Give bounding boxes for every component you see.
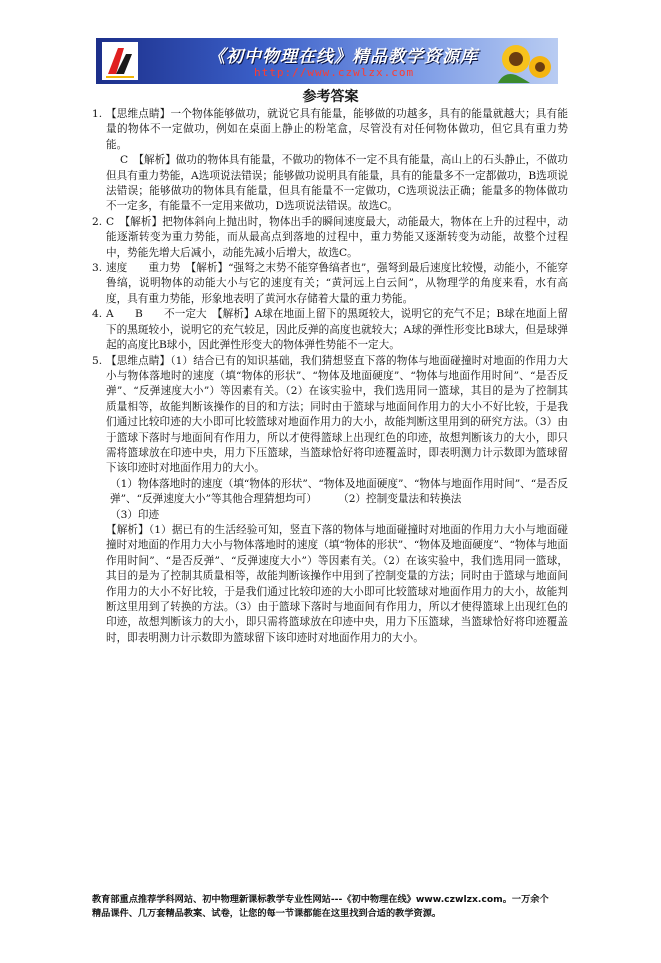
answer-line: （1）物体落地时的速度（填“物体的形状”、“物体及地面硬度”、“物体与地面作用时间”、“是否反弹”、“反弹速度大小”等其他合理猜想均可） （2）控制变量法和转换法 [110, 477, 568, 506]
answer-item-4 [92, 307, 568, 353]
footer-line: 教育部重点推荐学科网站、初中物理新课标教学专业性网站---《初中物理在线》www.czwlzx.com。一万余个 [92, 894, 549, 905]
page-footer [92, 893, 572, 921]
sunflower-icon [494, 39, 554, 83]
item-number: 3. [92, 262, 103, 275]
analysis-paragraph: 【解析】（1）据已有的生活经验可知，竖直下落的物体与地面碰撞时对地面的作用力大小与地面碰撞时对地面的作用力大小与物体落地时的速度（填“物体的形状”、“物体及地面硬度”、“物体与地面作用时间”、“是否反弹”、“反弹速度大小”）等因素有关。（2）在该实验中，我们选用同一篮球，其目的是为了控制其质量相等，故能判断该操作中用到了控制变量的方法；同时由于篮球与地面间作用力的大小不好比较，于是我们通过比较印迹的大小即可比较篮球对地面作用力的大小，故能判断这里用到了转换的方法。（3）由于篮球下落时与地面间有作用力，所以才使得篮球上出现红色的印迹，故想判断该力的大小，即只需将篮球放在印迹中央，用力下压篮球，当篮球恰好将印迹覆盖时，即表明测力计示数即为篮球留下该印迹时对地面作用力的大小。 [106, 523, 568, 644]
answer-paragraph: C 【解析】做功的物体具有能量，不做功的物体不一定不具有能量，高山上的石头静止，不做功但具有重力势能，A选项说法错误；能够做功说明具有能量，具有的能量多不一定都做功，B选项说法错误；能够做功的物体具有能量，但具有能量不一定做功，C选项说法正确；能量多的物体做功不一定多，有能量不一定用来做功，D选项说法错误。故选C。 [106, 154, 568, 213]
answer-line: （3）印迹 [110, 508, 160, 521]
answer-item-3 [92, 261, 568, 307]
footer-line: 精品课件、几万套精品教案、试卷，让您的每一节课都能在这里找到合适的教学资源。 [92, 908, 442, 919]
answer-paragraph: 【思维点睛】一个物体能够做功，就说它具有能量，能够做的功越多，具有的能量就越大；具有能量的物体不一定做功，例如在桌面上静止的粉笔盒，尽管没有对任何物体做功，但它具有重力势能。 [106, 108, 568, 151]
header-banner [96, 38, 558, 84]
answer-item-1 [92, 107, 568, 215]
site-logo-icon [102, 42, 138, 80]
answer-paragraph: A B 不一定大 【解析】A球在地面上留下的黑斑较大，说明它的充气不足；B球在地面上留下的黑斑较小，说明它的充气较足，因此反弹的高度也就较大；A球的弹性形变比B球大，但是球弹起的高度比B球小，因此弹性形变大的物体弹性势能不一定大。 [106, 308, 568, 352]
banner-url[interactable]: http://www.czwlzx.com [254, 66, 415, 79]
item-number: 4. [92, 308, 103, 321]
item-number: 2. [92, 215, 103, 228]
answer-item-5 [92, 354, 568, 647]
answer-paragraph: C 【解析】把物体斜向上抛出时，物体出手的瞬间速度最大，动能最大，物体在上升的过程中，动能逐渐转变为重力势能，而从最高点到落地的过程中，重力势能又逐渐转变为动能，故整个过程中，势能先增大后减小，动能先减小后增大，故选C。 [106, 215, 568, 259]
document-title: 参考答案 [302, 89, 359, 105]
item-number: 1. [92, 108, 103, 120]
answer-paragraph: 【思维点睛】（1）结合已有的知识基础，我们猜想竖直下落的物体与地面碰撞时对地面的作用力大小与物体落地时的速度（填“物体的形状”、“物体及地面硬度”、“物体与地面作用时间”、“是否反弹”、“反弹速度大小”）等因素有关。（2）在该实验中，我们选用同一篮球，其目的是为了控制其质量相等，故能判断该操作的目的和方法；同时由于篮球与地面间作用力的大小不好比较，于是我们通过比较印迹的大小即可比较篮球对地面作用力的大小，故能判断这里用到的研究方法。（3）由于篮球下落时与地面间有作用力，所以才使得篮球上出现红色的印迹，故想判断该力的大小，即只需将篮球放在印迹中央，用力下压篮球，当篮球恰好将印迹覆盖时，即表明测力计示数即为篮球留下该印迹时对地面作用力的大小。 [106, 354, 568, 475]
banner-title: 《初中物理在线》精品教学资源库 [208, 47, 478, 67]
answer-paragraph: 速度 重力势 【解析】“强弩之末势不能穿鲁缟者也”，强弩到最后速度比较慢，动能小，不能穿鲁缟，说明物体的动能大小与它的速度有关；“黄河远上白云间”，从物理学的角度来看，水有高度，具有重力势能，形象地表明了黄河水存储着大量的重力势能。 [106, 262, 568, 305]
item-number: 5. [92, 354, 103, 367]
answer-item-2 [92, 215, 568, 261]
answer-content [92, 107, 568, 646]
